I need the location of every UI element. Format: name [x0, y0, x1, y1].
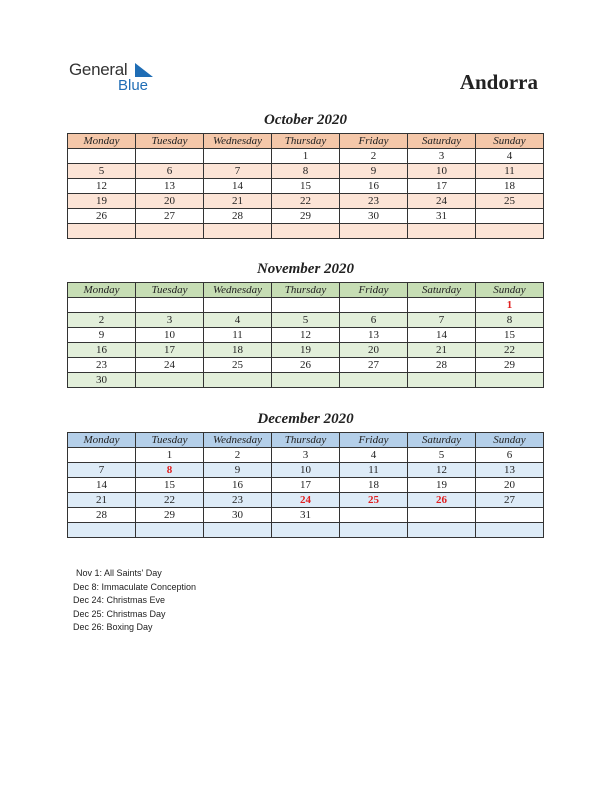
empty-day-cell: [340, 224, 408, 239]
holiday-day-cell: 25: [340, 493, 408, 508]
day-cell: 8: [476, 313, 544, 328]
holiday-day-cell: 26: [408, 493, 476, 508]
day-cell: 7: [204, 164, 272, 179]
day-cell: 8: [272, 164, 340, 179]
day-cell: 2: [68, 313, 136, 328]
day-cell: 17: [272, 478, 340, 493]
day-cell: 17: [408, 179, 476, 194]
holiday-note: Dec 25: Christmas Day: [73, 608, 166, 619]
weekday-header-saturday: Saturday: [408, 283, 476, 298]
country-title: Andorra: [459, 70, 538, 94]
day-cell: 31: [272, 508, 340, 523]
logo: [69, 60, 159, 98]
logo-blue-text: Blue: [118, 77, 149, 94]
weekday-header-row: [68, 283, 544, 298]
weekday-header-sunday: Sunday: [476, 283, 544, 298]
weekday-header-tuesday: Tuesday: [136, 283, 204, 298]
day-cell: 4: [476, 149, 544, 164]
day-cell: 11: [340, 463, 408, 478]
day-cell: 21: [408, 343, 476, 358]
empty-day-cell: [204, 373, 272, 388]
day-cell: 18: [340, 478, 408, 493]
week-row: [68, 508, 544, 523]
day-cell: 25: [476, 194, 544, 209]
empty-day-cell: [340, 523, 408, 538]
day-cell: 4: [340, 448, 408, 463]
day-cell: 20: [340, 343, 408, 358]
day-cell: 22: [476, 343, 544, 358]
day-cell: 16: [340, 179, 408, 194]
day-cell: 15: [476, 328, 544, 343]
week-row: [68, 328, 544, 343]
day-cell: 1: [136, 448, 204, 463]
holiday-day-cell: 24: [272, 493, 340, 508]
day-cell: 15: [136, 478, 204, 493]
day-cell: 20: [476, 478, 544, 493]
weekday-header-monday: Monday: [68, 283, 136, 298]
empty-day-cell: [204, 149, 272, 164]
week-row: [68, 358, 544, 373]
empty-day-cell: [272, 224, 340, 239]
empty-day-cell: [476, 523, 544, 538]
week-row: [68, 463, 544, 478]
day-cell: 19: [272, 343, 340, 358]
week-row: [68, 493, 544, 508]
day-cell: 11: [476, 164, 544, 179]
day-cell: 5: [272, 313, 340, 328]
weekday-header-tuesday: Tuesday: [136, 134, 204, 149]
month-title-november: November 2020: [256, 261, 355, 277]
day-cell: 6: [340, 313, 408, 328]
month-title-october: October 2020: [264, 112, 347, 128]
day-cell: 3: [272, 448, 340, 463]
day-cell: 17: [136, 343, 204, 358]
day-cell: 10: [408, 164, 476, 179]
logo-triangle-icon: [135, 63, 153, 77]
empty-day-cell: [68, 224, 136, 239]
day-cell: 14: [68, 478, 136, 493]
day-cell: 24: [136, 358, 204, 373]
weekday-header-row: [68, 134, 544, 149]
weekday-header-thursday: Thursday: [272, 134, 340, 149]
month-title-december: December 2020: [257, 411, 354, 427]
day-cell: 5: [408, 448, 476, 463]
weekday-header-row: [68, 433, 544, 448]
week-row: [68, 179, 544, 194]
weekday-header-friday: Friday: [340, 134, 408, 149]
day-cell: 12: [68, 179, 136, 194]
day-cell: 20: [136, 194, 204, 209]
day-cell: 16: [204, 478, 272, 493]
week-row: [68, 343, 544, 358]
empty-day-cell: [68, 149, 136, 164]
weekday-header-thursday: Thursday: [272, 283, 340, 298]
day-cell: 18: [204, 343, 272, 358]
day-cell: 21: [204, 194, 272, 209]
weekday-header-sunday: Sunday: [476, 433, 544, 448]
weekday-header-wednesday: Wednesday: [204, 134, 272, 149]
day-cell: 3: [408, 149, 476, 164]
day-cell: 27: [476, 493, 544, 508]
day-cell: 26: [272, 358, 340, 373]
day-cell: 26: [68, 209, 136, 224]
day-cell: 30: [204, 508, 272, 523]
logo-general-text: General: [69, 60, 128, 79]
weekday-header-monday: Monday: [68, 433, 136, 448]
weekday-header-tuesday: Tuesday: [136, 433, 204, 448]
day-cell: 12: [408, 463, 476, 478]
day-cell: 19: [68, 194, 136, 209]
day-cell: 29: [136, 508, 204, 523]
day-cell: 1: [272, 149, 340, 164]
week-row: [68, 149, 544, 164]
day-cell: 15: [272, 179, 340, 194]
weekday-header-saturday: Saturday: [408, 134, 476, 149]
holiday-day-cell: 1: [476, 298, 544, 313]
weekday-header-friday: Friday: [340, 283, 408, 298]
empty-day-cell: [408, 224, 476, 239]
day-cell: 25: [204, 358, 272, 373]
day-cell: 29: [272, 209, 340, 224]
empty-day-cell: [476, 209, 544, 224]
calendar-october: [67, 133, 544, 239]
empty-day-cell: [272, 373, 340, 388]
empty-day-cell: [272, 523, 340, 538]
day-cell: 28: [68, 508, 136, 523]
empty-day-cell: [136, 373, 204, 388]
day-cell: 9: [340, 164, 408, 179]
weekday-header-monday: Monday: [68, 134, 136, 149]
week-row: [68, 224, 544, 239]
day-cell: 14: [204, 179, 272, 194]
empty-day-cell: [408, 373, 476, 388]
weekday-header-wednesday: Wednesday: [204, 283, 272, 298]
empty-day-cell: [204, 523, 272, 538]
weekday-header-friday: Friday: [340, 433, 408, 448]
empty-day-cell: [68, 448, 136, 463]
week-row: [68, 523, 544, 538]
week-row: [68, 478, 544, 493]
empty-day-cell: [340, 373, 408, 388]
calendar-november: [67, 282, 544, 388]
weekday-header-sunday: Sunday: [476, 134, 544, 149]
day-cell: 28: [408, 358, 476, 373]
empty-day-cell: [272, 298, 340, 313]
holiday-note: Nov 1: All Saints' Day: [76, 568, 162, 578]
holiday-notes: [73, 567, 196, 635]
empty-day-cell: [476, 224, 544, 239]
day-cell: 7: [408, 313, 476, 328]
day-cell: 13: [136, 179, 204, 194]
empty-day-cell: [408, 523, 476, 538]
empty-day-cell: [408, 298, 476, 313]
empty-day-cell: [340, 508, 408, 523]
day-cell: 9: [68, 328, 136, 343]
empty-day-cell: [136, 523, 204, 538]
holiday-note: Dec 8: Immaculate Conception: [73, 581, 197, 592]
empty-day-cell: [476, 508, 544, 523]
day-cell: 12: [272, 328, 340, 343]
day-cell: 6: [136, 164, 204, 179]
day-cell: 2: [340, 149, 408, 164]
day-cell: 23: [340, 194, 408, 209]
day-cell: 24: [408, 194, 476, 209]
week-row: [68, 298, 544, 313]
week-row: [68, 194, 544, 209]
week-row: [68, 209, 544, 224]
day-cell: 31: [408, 209, 476, 224]
day-cell: 2: [204, 448, 272, 463]
calendar-december: [67, 432, 544, 538]
day-cell: 29: [476, 358, 544, 373]
day-cell: 19: [408, 478, 476, 493]
week-row: [68, 313, 544, 328]
weekday-header-saturday: Saturday: [408, 433, 476, 448]
holiday-note: Dec 24: Christmas Eve: [73, 595, 166, 606]
day-cell: 4: [204, 313, 272, 328]
day-cell: 22: [136, 493, 204, 508]
day-cell: 23: [204, 493, 272, 508]
week-row: [68, 373, 544, 388]
day-cell: 10: [136, 328, 204, 343]
day-cell: 27: [340, 358, 408, 373]
day-cell: 22: [272, 194, 340, 209]
day-cell: 23: [68, 358, 136, 373]
weekday-header-thursday: Thursday: [272, 433, 340, 448]
day-cell: 7: [68, 463, 136, 478]
day-cell: 16: [68, 343, 136, 358]
empty-day-cell: [340, 298, 408, 313]
day-cell: 14: [408, 328, 476, 343]
empty-day-cell: [136, 298, 204, 313]
day-cell: 10: [272, 463, 340, 478]
day-cell: 11: [204, 328, 272, 343]
day-cell: 13: [340, 328, 408, 343]
empty-day-cell: [408, 508, 476, 523]
week-row: [68, 164, 544, 179]
day-cell: 18: [476, 179, 544, 194]
day-cell: 28: [204, 209, 272, 224]
empty-day-cell: [68, 298, 136, 313]
day-cell: 9: [204, 463, 272, 478]
holiday-note: Dec 26: Boxing Day: [73, 622, 153, 633]
day-cell: 30: [340, 209, 408, 224]
empty-day-cell: [476, 373, 544, 388]
day-cell: 3: [136, 313, 204, 328]
weekday-header-wednesday: Wednesday: [204, 433, 272, 448]
empty-day-cell: [68, 523, 136, 538]
day-cell: 21: [68, 493, 136, 508]
day-cell: 30: [68, 373, 136, 388]
week-row: [68, 448, 544, 463]
day-cell: 27: [136, 209, 204, 224]
empty-day-cell: [204, 224, 272, 239]
empty-day-cell: [136, 149, 204, 164]
day-cell: 6: [476, 448, 544, 463]
day-cell: 5: [68, 164, 136, 179]
day-cell: 13: [476, 463, 544, 478]
empty-day-cell: [204, 298, 272, 313]
empty-day-cell: [136, 224, 204, 239]
holiday-day-cell: 8: [136, 463, 204, 478]
